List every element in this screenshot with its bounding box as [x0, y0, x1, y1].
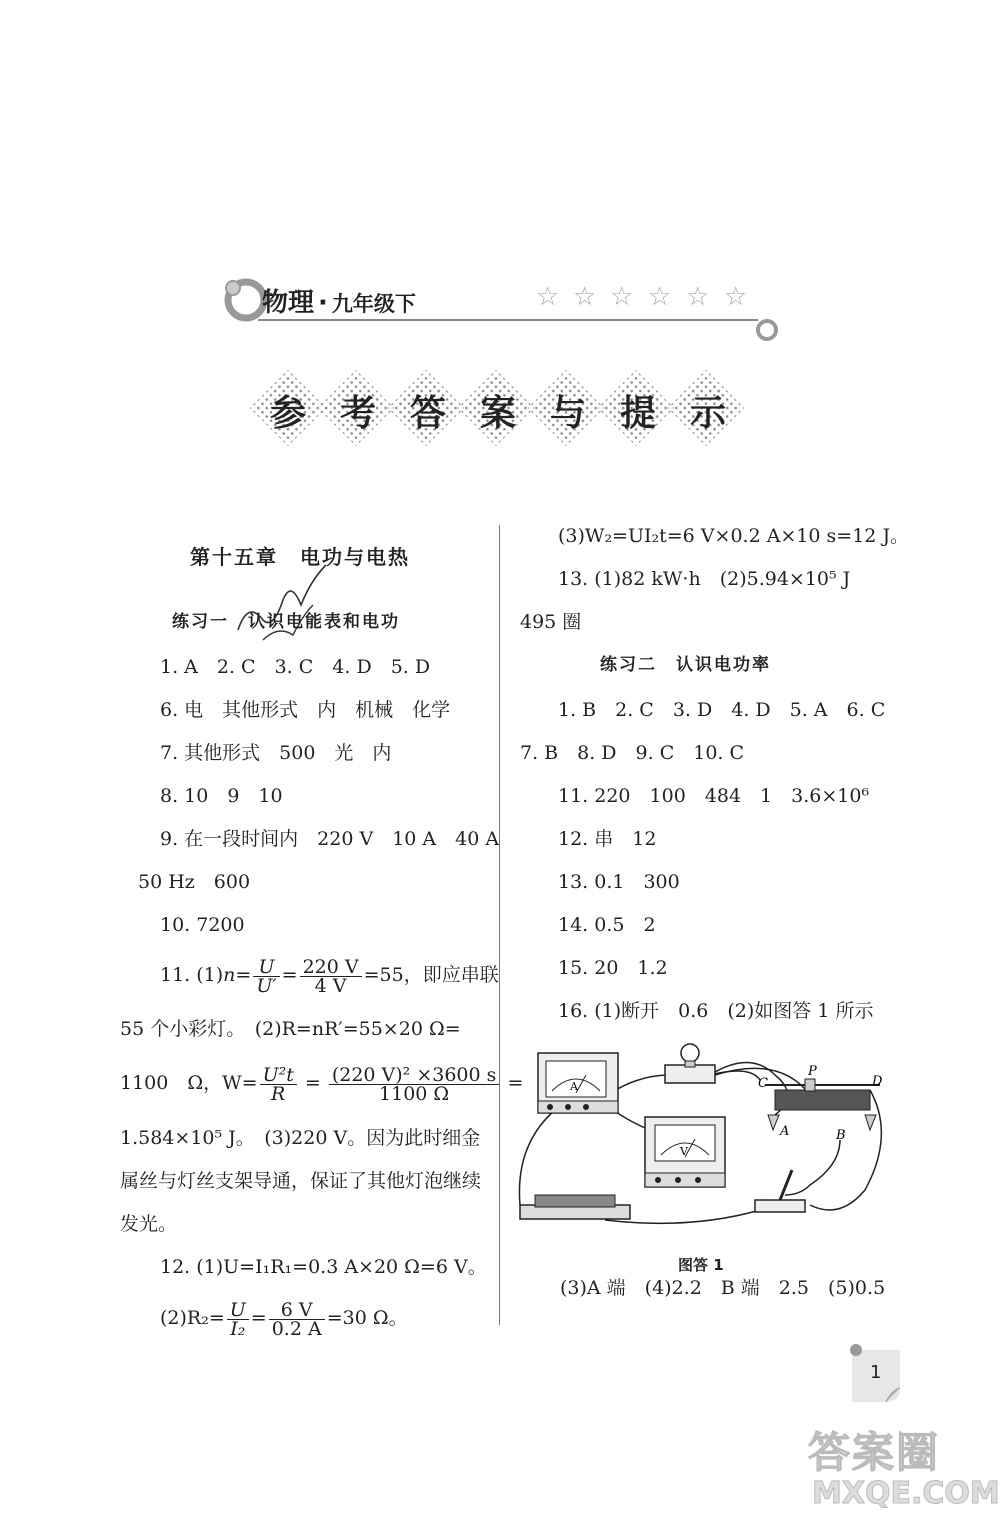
answer-line: 13. 0.1 300 [558, 871, 680, 893]
answer-line: (3)W₂=UI₂t=6 V×0.2 A×10 s=12 J。 [558, 525, 910, 547]
rheostat-icon [765, 1079, 880, 1130]
column-divider [499, 525, 500, 1325]
answer-line-11 [160, 952, 499, 998]
text: n [223, 964, 236, 986]
text: (2)R₂= [160, 1307, 225, 1329]
label-d: D [872, 1074, 883, 1089]
watermark-domain: MXQE.COM [812, 1476, 1000, 1511]
answer-line: 1. A 2. C 3. C 4. D 5. D [160, 656, 431, 678]
text: = [281, 964, 298, 986]
answer-line: 7. 其他形式 500 光 内 [160, 742, 392, 764]
denominator: I₂ [230, 1317, 246, 1340]
answer-line-11c: 1100 Ω，W= $\frac{\text{U²t}}{R}$ = $\frac{\text{(220 V)² ×3600 s}}{1100 \Omega}$ = [120, 1063, 524, 1105]
answer-line: 12. (1)U=I₁R₁=0.3 A×20 Ω=6 V。 [160, 1256, 487, 1278]
denominator: 1100 Ω [379, 1082, 450, 1105]
answer-line-12b: (2)R₂= $\frac{U}{\text{I₂}}$ = $\frac{6 V}{0.2 A}$ =30 Ω。 [160, 1298, 408, 1340]
text: =55，即应串联 [363, 964, 499, 986]
figure-caption: 图答 1 [678, 1256, 724, 1274]
answer-line: 6. 电 其他形式 内 机械 化学 [160, 699, 451, 721]
answer-line: 9. 在一段时间内 220 V 10 A 40 A [160, 828, 500, 850]
voltmeter-letter: V [680, 1145, 688, 1158]
answer-line: 1.584×10⁵ J。 (3)220 V。因为此时细金 [120, 1127, 481, 1149]
banner-char: 与 [550, 393, 587, 434]
subject-label: 物理 [262, 288, 315, 318]
denominator: R [271, 1082, 286, 1105]
ammeter-icon [538, 1053, 618, 1113]
answer-line: 495 圈 [520, 611, 582, 633]
numerator: (220 V)² ×3600 s [329, 1066, 500, 1085]
answer-line: 15. 20 1.2 [558, 957, 668, 979]
text: = [235, 964, 252, 986]
fraction [300, 955, 362, 997]
banner-char: 案 [480, 393, 517, 434]
watermark-text: 答案圈 [808, 1428, 941, 1477]
star-icon: ☆ [610, 282, 634, 312]
handwriting-scribble [228, 560, 338, 650]
answer-line: 14. 0.5 2 [558, 914, 656, 936]
label-b: B [836, 1128, 846, 1143]
numerator: U [227, 1301, 249, 1320]
fraction [253, 955, 279, 997]
answer-line: 1. B 2. C 3. D 4. D 5. A 6. C [558, 699, 886, 721]
answer-line: 12. 串 12 [558, 828, 657, 850]
answer-line: 发光。 [120, 1213, 178, 1235]
denominator: 4 V [314, 974, 347, 997]
grade-label: 九年级下 [331, 292, 416, 316]
star-icon: ☆ [648, 282, 672, 312]
ammeter-letter: A [570, 1080, 578, 1093]
answer-line: 55 个小彩灯。 (2)R=nR′=55×20 Ω= [120, 1018, 461, 1040]
fraction [260, 1063, 297, 1105]
answer-line: 7. B 8. D 9. C 10. C [520, 742, 745, 764]
answer-line: 11. 220 100 484 1 3.6×10⁶ [558, 785, 870, 807]
fraction [269, 1298, 325, 1340]
header-rule [258, 319, 758, 321]
answer-line: (3)A 端 (4)2.2 B 端 2.5 (5)0.5 [560, 1277, 886, 1299]
ring-ornament-small-icon [752, 316, 782, 346]
denominator: 0.2 A [271, 1317, 322, 1340]
numerator: U [253, 958, 279, 977]
dot-label: · [318, 288, 328, 318]
answer-line: 16. (1)断开 0.6 (2)如图答 1 所示 [558, 1000, 874, 1022]
exercise-1-title: 练习一 认识电能表和电功 [172, 612, 400, 632]
answer-line: 8. 10 9 10 [160, 785, 283, 807]
fraction [329, 1063, 500, 1105]
banner-char: 示 [690, 393, 727, 434]
denominator: U′ [256, 974, 277, 997]
circuit-figure [510, 1035, 900, 1230]
page-number: 1 [870, 1362, 882, 1383]
banner-char: 参 [270, 393, 307, 434]
star-icon: ☆ [686, 282, 710, 312]
answer-line: 13. (1)82 kW·h (2)5.94×10⁵ J [558, 568, 851, 590]
chapter-title: 第十五章 电功与电热 [190, 545, 410, 569]
numerator: U²t [260, 1066, 297, 1085]
banner-char: 提 [620, 393, 657, 434]
label-c: C [758, 1076, 768, 1091]
battery-icon [520, 1195, 630, 1219]
text: 11. (1) [160, 964, 224, 986]
numerator: 220 V [300, 958, 362, 977]
fraction [227, 1298, 249, 1340]
banner-char: 答 [410, 393, 447, 434]
text: =30 Ω。 [326, 1307, 408, 1329]
exercise-2-title: 练习二 认识电功率 [600, 655, 771, 675]
star-icon: ☆ [573, 282, 597, 312]
star-icon: ☆ [536, 282, 560, 312]
star-icon: ☆ [724, 282, 748, 312]
numerator: 6 V [269, 1301, 325, 1320]
label-p: P [808, 1064, 817, 1079]
text: 1100 Ω，W= [120, 1072, 258, 1094]
banner-char: 考 [340, 393, 377, 434]
answer-line: 10. 7200 [160, 914, 245, 936]
switch-icon [755, 1170, 805, 1212]
answer-line: 属丝与灯丝支架导通，保证了其他灯泡继续 [120, 1170, 482, 1192]
answer-line: 50 Hz 600 [138, 871, 251, 893]
label-a: A [780, 1124, 790, 1139]
bulb-icon [665, 1044, 715, 1083]
